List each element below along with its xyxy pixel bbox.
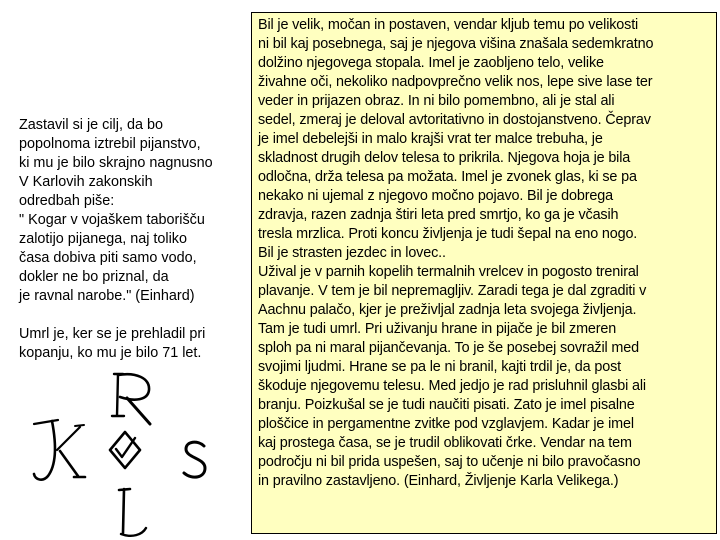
paragraph-line: " Kogar v vojaškem taborišču xyxy=(19,212,205,228)
paragraph-line: dokler ne bo priznal, da xyxy=(19,269,169,285)
paragraph-line: časa dobiva piti samo vodo, xyxy=(19,250,197,266)
monogram-rhombus xyxy=(110,432,140,468)
text-line: in pravilno zastavljeno. (Einhard, Življenje Karla Velikega.) xyxy=(258,473,619,489)
karolus-monogram xyxy=(28,368,228,540)
text-line: Bil je strasten jezdec in lovec.. xyxy=(258,245,446,261)
text-line: nekako ni ujemal z njegovo močno pojavo. Bil je dobrega xyxy=(258,188,613,204)
text-line: škoduje njegovemu telesu. Med jedjo je rad prisluhnil glasbi ali xyxy=(258,378,646,394)
paragraph-line: je ravnal narobe." (Einhard) xyxy=(19,288,195,304)
text-line: sedel, zmeraj je deloval avtoritativno in dostojanstveno. Čeprav xyxy=(258,112,651,128)
text-line: Bil je velik, močan in postaven, vendar kljub temu po velikosti xyxy=(258,17,639,33)
einhard-description-box xyxy=(251,12,717,534)
drunkenness-paragraph xyxy=(19,116,241,306)
text-line: odločna, drža telesa pa možata. Imel je zvonek glas, ki se pa xyxy=(258,169,637,185)
text-line: sploh pa ni maral pijančevanja. To je še posebej sovražil med xyxy=(258,340,639,356)
text-line: Aachnu palačo, kjer je preživljal zadnja leta svojega življenja. xyxy=(258,302,637,318)
paragraph-line: zalotijo pijanega, naj toliko xyxy=(19,231,188,247)
paragraph-line: popolnoma iztrebil pijanstvo, xyxy=(19,136,201,152)
left-column xyxy=(19,116,241,363)
text-line: ni bil kaj posebnega, saj je njegova višina znašala sedemkratno xyxy=(258,36,654,52)
text-line: živahne oči, nekoliko nadpovprečno velik nos, lepe sive lase ter xyxy=(258,74,653,90)
text-line: svojimi ljudmi. Hrane se pa le ni branil, kajti trdil je, da post xyxy=(258,359,621,375)
paragraph-line: Umrl je, ker se je prehladil pri xyxy=(19,326,206,342)
text-line: branju. Poizkušal se je tudi naučiti pisati. Zato je imel pisalne xyxy=(258,397,635,413)
paragraph-line: odredbah piše: xyxy=(19,193,115,209)
paragraph-line: kopanju, ko mu je bilo 71 let. xyxy=(19,345,202,361)
monogram-letter-k xyxy=(34,420,85,480)
monogram-letter-r xyxy=(112,374,150,424)
monogram-letter-s xyxy=(184,442,205,477)
text-line: področju ni bil prida uspešen, saj to učenje ni bilo pravočasno xyxy=(258,454,641,470)
text-line: skladnost drugih delov telesa to prikrila. Njegova hoja je bila xyxy=(258,150,631,166)
paragraph-line: V Karlovih zakonskih xyxy=(19,174,153,190)
monogram-letter-l xyxy=(119,489,146,536)
death-paragraph xyxy=(19,325,241,363)
text-line: Užival je v parnih kopelih termalnih vrelcev in pogosto treniral xyxy=(258,264,639,280)
text-line: Tam je tudi umrl. Pri uživanju hrane in pijače je bil zmeren xyxy=(258,321,617,337)
text-line: zdravja, razen zadnja štiri leta pred smrtjo, ko ga je včasih xyxy=(258,207,619,223)
text-line: je imel debelejši in malo krajši vrat ter malce trebuha, je xyxy=(258,131,603,147)
paragraph-line: ki mu je bilo skrajno nagnusno xyxy=(19,155,213,171)
text-line: veder in prijazen obraz. In ni bilo pomembno, ali je stal ali xyxy=(258,93,615,109)
text-line: dolžino njegovega stopala. Imel je zaobljeno telo, velike xyxy=(258,55,604,71)
text-line: ploščice in pergamentne zvitke pod vzglavjem. Kadar je imel xyxy=(258,416,634,432)
text-line: kaj prostega časa, se je trudil oblikovati črke. Vendar na tem xyxy=(258,435,632,451)
paragraph-line: Zastavil si je cilj, da bo xyxy=(19,117,163,133)
text-line: plavanje. V tem je bil nepremagljiv. Zaradi tega je dal zgraditi v xyxy=(258,283,647,299)
text-line: tresla mrzlica. Proti koncu življenja je tudi šepal na eno nogo. xyxy=(258,226,638,242)
